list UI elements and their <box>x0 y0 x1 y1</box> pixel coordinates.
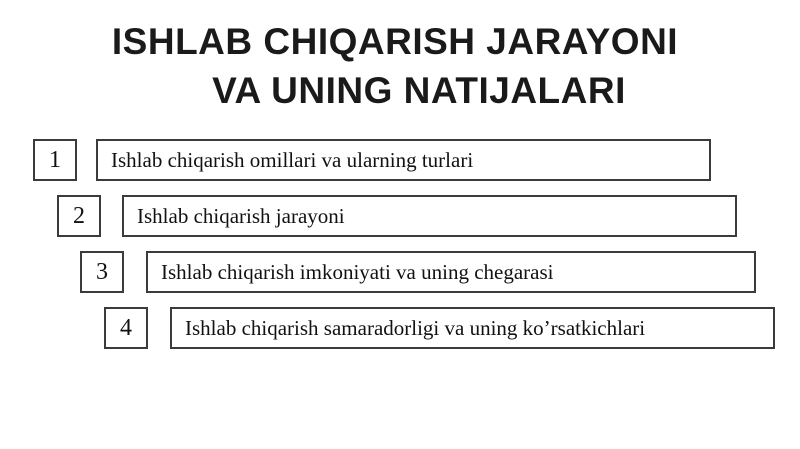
item-text-1: Ishlab chiqarish omillari va ularning turlari <box>96 139 711 181</box>
item-text-4: Ishlab chiqarish samaradorligi va uning ko’rsatkichlari <box>170 307 775 349</box>
item-number-4: 4 <box>104 307 148 349</box>
outline-list <box>0 139 800 363</box>
item-text-3: Ishlab chiqarish imkoniyati va uning chegarasi <box>146 251 756 293</box>
item-number-3: 3 <box>80 251 124 293</box>
list-item <box>0 251 800 293</box>
page-title <box>0 18 800 116</box>
list-item <box>0 195 800 237</box>
item-number-1: 1 <box>33 139 77 181</box>
title-line-1: ISHLAB CHIQARISH JARAYONI <box>111 21 679 62</box>
item-text-2: Ishlab chiqarish jarayoni <box>122 195 737 237</box>
item-number-2: 2 <box>57 195 101 237</box>
list-item <box>0 139 800 181</box>
title-line-2: VA UNING NATIJALARI <box>212 69 626 111</box>
list-item <box>0 307 800 349</box>
